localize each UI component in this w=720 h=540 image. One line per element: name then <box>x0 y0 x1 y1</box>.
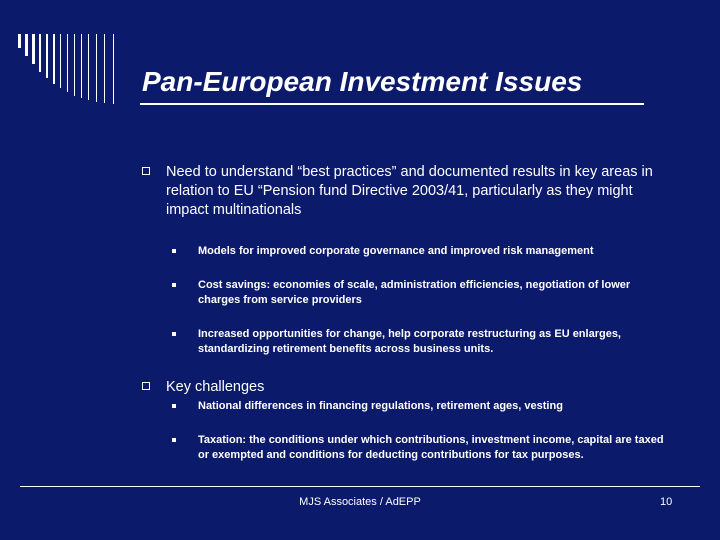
decorative-bars <box>18 34 138 104</box>
footer-text: MJS Associates / AdEPP <box>299 496 421 508</box>
sub-bullet-item <box>172 433 672 463</box>
sub-bullet-item <box>172 278 672 308</box>
sub-bullet-text: Taxation: the conditions under which contributions, investment income, capital are taxed or exempted and conditions for deducting contributions for tax purposes. <box>198 434 664 461</box>
title-underline <box>140 103 644 105</box>
square-bullet-icon <box>172 404 176 408</box>
square-bullet-icon <box>172 249 176 253</box>
sub-bullet-text: National differences in financing regulations, retirement ages, vesting <box>198 400 563 412</box>
footer-divider <box>20 486 700 487</box>
sub-bullet-text: Increased opportunities for change, help corporate restructuring as EU enlarges, standardizing retirement benefits across business units. <box>198 328 621 355</box>
square-bullet-icon <box>172 283 176 287</box>
sub-bullet-item <box>172 244 672 259</box>
bullet-item <box>142 378 672 397</box>
slide-title: Pan-European Investment Issues <box>142 66 583 97</box>
hollow-square-bullet-icon <box>142 167 150 175</box>
sub-bullet-text: Cost savings: economies of scale, administration efficiencies, negotiation of lower charges from service providers <box>198 279 631 306</box>
sub-bullet-item <box>172 399 672 414</box>
bullet-text: Need to understand “best practices” and documented results in key areas in relation to EU “Pension fund Directive 2003/41, particularly as they might impact multinationals <box>166 164 653 218</box>
bullet-text: Key challenges <box>166 379 265 395</box>
sub-bullet-text: Models for improved corporate governance and improved risk management <box>198 245 594 257</box>
square-bullet-icon <box>172 438 176 442</box>
square-bullet-icon <box>172 332 176 336</box>
hollow-square-bullet-icon <box>142 382 150 390</box>
sub-bullet-item <box>172 327 672 357</box>
page-number: 10 <box>660 496 673 508</box>
bullet-item <box>142 163 672 220</box>
